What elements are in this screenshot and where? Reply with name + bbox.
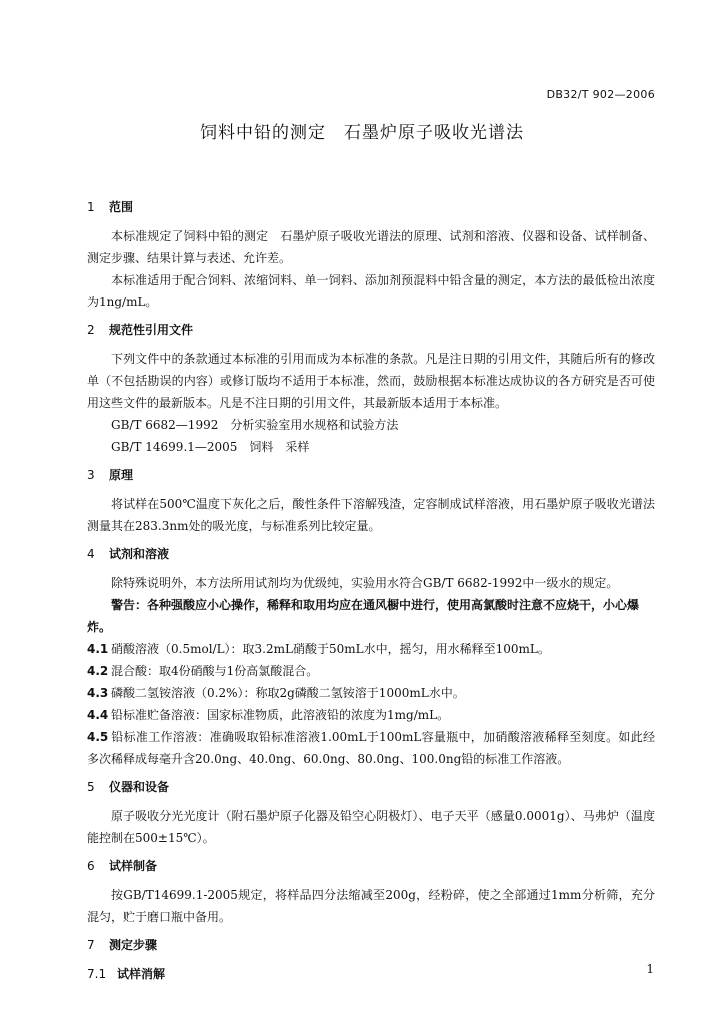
section-number: 3 [87, 468, 95, 482]
subsection-title: 试样消解 [117, 967, 166, 981]
section-title: 规范性引用文件 [109, 323, 194, 337]
list-item [87, 704, 655, 726]
list-item [87, 726, 655, 770]
section-title: 原理 [109, 468, 134, 482]
section-number: 5 [87, 780, 95, 794]
item-text: 硝酸溶液（0.5mol/L）：取3.2mL硝酸于50mL水中，摇匀，用水稀释至100mL。 [111, 642, 550, 656]
reference-item: GB/T 14699.1—2005 饲料 采样 [111, 440, 310, 454]
reference-item: GB/T 6682—1992 分析实验室用水规格和试验方法 [111, 418, 399, 432]
subsection-number: 7.1 [87, 967, 107, 981]
item-number: 4.2 [87, 664, 109, 678]
warning-text: 警告：各种强酸应小心操作，稀释和取用均应在通风橱中进行，使用高氯酸时注意不应烧干，小心爆炸。 [87, 598, 640, 634]
section-title: 试剂和溶液 [109, 547, 170, 561]
section-heading-procedure [87, 934, 655, 956]
subsection-heading-digestion [87, 963, 655, 985]
item-text: 磷酸二氢铵溶液（0.2%）：称取2g磷酸二氢铵溶于1000mL水中。 [111, 686, 465, 700]
section-number: 4 [87, 547, 95, 561]
paragraph: 本标准适用于配合饲料、浓缩饲料、单一饲料、添加剂预混料中铅含量的测定，本方法的最低检出浓度为1ng/mL。 [87, 273, 655, 309]
standard-number: DB32/T 902—2006 [546, 88, 655, 101]
list-item [87, 660, 655, 682]
item-number: 4.1 [87, 642, 109, 656]
paragraph: 将试样在500℃温度下灰化之后，酸性条件下溶解残渣，定容制成试样溶液，用石墨炉原子吸收光谱法测量其在283.3nm处的吸光度，与标准系列比较定量。 [87, 497, 655, 533]
section-title: 仪器和设备 [109, 780, 170, 794]
item-number: 4.4 [87, 708, 109, 722]
item-text: 铅标准工作溶液：准确吸取铅标准溶液1.00mL于100mL容量瓶中，加硝酸溶液稀释至刻度。如此经多次稀释成每毫升含20.0ng、40.0ng、60.0ng、80.0ng、100.0ng铅的标准工作溶液。 [87, 730, 655, 766]
section-number: 6 [87, 859, 95, 873]
page-number: 1 [646, 962, 654, 976]
item-number: 4.3 [87, 686, 109, 700]
item-number: 4.5 [87, 730, 109, 744]
paragraph: 原子吸收分光光度计（附石墨炉原子化器及铅空心阴极灯）、电子天平（感量0.0001g）、马弗炉（温度能控制在500±15℃）。 [87, 809, 655, 845]
section-heading-reagents [87, 543, 655, 565]
item-text: 铅标准贮备溶液：国家标准物质，此溶液铅的浓度为1mg/mL。 [111, 708, 450, 722]
section-heading-sample-preparation [87, 855, 655, 877]
section-title: 测定步骤 [109, 938, 158, 952]
section-title: 试样制备 [109, 859, 158, 873]
document-title: 饲料中铅的测定 石墨炉原子吸收光谱法 [200, 123, 524, 143]
section-number: 2 [87, 323, 95, 337]
section-heading-apparatus [87, 776, 655, 798]
section-heading-normative-references [87, 319, 655, 341]
section-heading-principle [87, 464, 655, 486]
paragraph: 按GB/T14699.1-2005规定，将样品四分法缩减至200g，经粉碎，使之全部通过1mm分析筛，充分混匀，贮于磨口瓶中备用。 [87, 888, 655, 924]
section-number: 1 [87, 200, 95, 214]
section-heading-scope [87, 196, 655, 218]
paragraph: 除特殊说明外，本方法所用试剂均为优级纯，实验用水符合GB/T 6682-1992中一级水的规定。 [111, 576, 619, 590]
list-item [87, 682, 655, 704]
paragraph: 本标准规定了饲料中铅的测定 石墨炉原子吸收光谱法的原理、试剂和溶液、仪器和设备、试样制备、测定步骤、结果计算与表述、允许差。 [87, 229, 655, 265]
document-body [87, 196, 655, 992]
list-item [87, 638, 655, 660]
paragraph: 下列文件中的条款通过本标准的引用而成为本标准的条款。凡是注日期的引用文件，其随后所有的修改单（不包括勘误的内容）或修订版均不适用于本标准，然而，鼓励根据本标准达成协议的各方研究是否可使用这些文件的最新版本。凡是不注日期的引用文件，其最新版本适用于本标准。 [87, 352, 655, 410]
section-number: 7 [87, 938, 95, 952]
section-title: 范围 [109, 200, 134, 214]
item-text: 混合酸：取4份硝酸与1份高氯酸混合。 [111, 664, 319, 678]
